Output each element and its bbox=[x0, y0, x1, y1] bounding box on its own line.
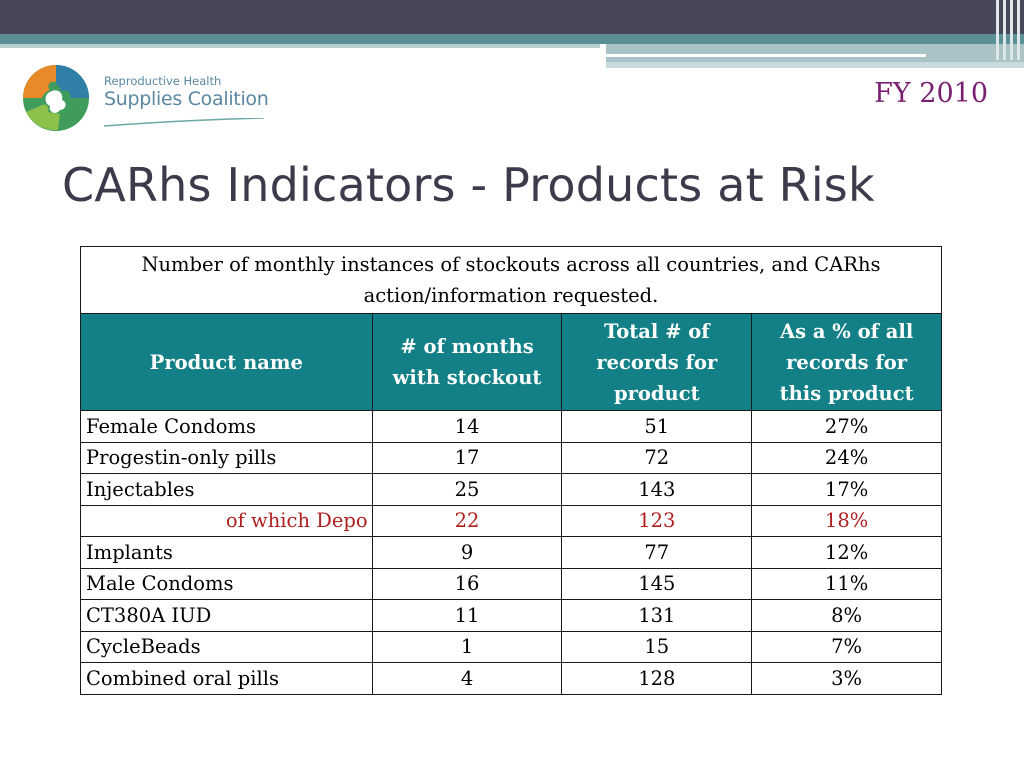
cell-months: 11 bbox=[372, 600, 562, 632]
logo-swoosh bbox=[104, 118, 264, 128]
table-row bbox=[81, 568, 942, 600]
col-header-months-l1: # of months bbox=[400, 335, 534, 358]
cell-percent: 27% bbox=[752, 411, 942, 443]
logo-text-line2: Supplies Coalition bbox=[104, 88, 269, 110]
table-row-subitem bbox=[81, 505, 942, 537]
cell-months: 1 bbox=[372, 631, 562, 663]
cell-months: 22 bbox=[372, 505, 562, 537]
col-header-months bbox=[372, 314, 562, 411]
cell-records: 15 bbox=[562, 631, 752, 663]
col-header-product bbox=[81, 314, 373, 411]
stockout-table bbox=[80, 246, 942, 695]
logo-text-line1: Reproductive Health bbox=[104, 74, 222, 88]
cell-records: 143 bbox=[562, 474, 752, 506]
col-header-percent-l2: records for bbox=[786, 350, 908, 374]
cell-records: 51 bbox=[562, 411, 752, 443]
cell-months: 25 bbox=[372, 474, 562, 506]
cell-product: Progestin-only pills bbox=[81, 442, 373, 474]
cell-months: 16 bbox=[372, 568, 562, 600]
table-caption-line2: action/information requested. bbox=[363, 284, 659, 307]
cell-percent: 12% bbox=[752, 537, 942, 569]
logo-wordmark bbox=[104, 74, 269, 110]
col-header-percent-l1: As a % of all bbox=[779, 319, 914, 343]
table-row bbox=[81, 537, 942, 569]
puzzle-globe-icon bbox=[20, 62, 92, 134]
cell-percent: 8% bbox=[752, 600, 942, 632]
cell-percent: 18% bbox=[752, 505, 942, 537]
cell-product: Male Condoms bbox=[81, 568, 373, 600]
table-row bbox=[81, 474, 942, 506]
cell-percent: 17% bbox=[752, 474, 942, 506]
cell-product: Injectables bbox=[81, 474, 373, 506]
col-header-percent bbox=[752, 314, 942, 411]
cell-months: 4 bbox=[372, 663, 562, 695]
table-caption bbox=[81, 247, 942, 314]
col-header-records-l2: records for bbox=[596, 350, 718, 374]
slide-title: CARhs Indicators - Products at Risk bbox=[62, 158, 875, 212]
cell-records: 145 bbox=[562, 568, 752, 600]
header-band-light-lower bbox=[606, 62, 1024, 68]
table-row bbox=[81, 663, 942, 695]
col-header-product-text: Product name bbox=[149, 350, 303, 374]
col-header-months-l2: with stockout bbox=[392, 366, 542, 389]
cell-months: 14 bbox=[372, 411, 562, 443]
col-header-percent-l3: this product bbox=[779, 381, 914, 405]
table-caption-row bbox=[81, 247, 942, 314]
table-row bbox=[81, 600, 942, 632]
cell-records: 77 bbox=[562, 537, 752, 569]
header-band-light bbox=[0, 44, 600, 48]
cell-records: 131 bbox=[562, 600, 752, 632]
header-band-light-right bbox=[606, 44, 1024, 62]
cell-records: 128 bbox=[562, 663, 752, 695]
cell-records: 72 bbox=[562, 442, 752, 474]
col-header-records-l1: Total # of bbox=[603, 319, 710, 343]
header-band-teal bbox=[0, 34, 1024, 44]
table-caption-line1: Number of monthly instances of stockouts across all countries, and CARhs bbox=[141, 253, 881, 276]
cell-product: CT380A IUD bbox=[81, 600, 373, 632]
header-band-divider bbox=[606, 54, 926, 57]
cell-records: 123 bbox=[562, 505, 752, 537]
cell-percent: 24% bbox=[752, 442, 942, 474]
header-band-dark bbox=[0, 0, 1024, 34]
rhsc-logo bbox=[20, 62, 270, 134]
fiscal-year-label: FY 2010 bbox=[874, 78, 988, 109]
cell-product: of which Depo bbox=[81, 505, 373, 537]
table-row bbox=[81, 631, 942, 663]
col-header-records bbox=[562, 314, 752, 411]
cell-percent: 11% bbox=[752, 568, 942, 600]
cell-product: CycleBeads bbox=[81, 631, 373, 663]
table-header-row bbox=[81, 314, 942, 411]
cell-percent: 7% bbox=[752, 631, 942, 663]
corner-stripes bbox=[994, 0, 1024, 60]
cell-product: Combined oral pills bbox=[81, 663, 373, 695]
table-row bbox=[81, 411, 942, 443]
cell-months: 17 bbox=[372, 442, 562, 474]
table-row bbox=[81, 442, 942, 474]
cell-months: 9 bbox=[372, 537, 562, 569]
col-header-records-l3: product bbox=[614, 381, 700, 405]
cell-product: Female Condoms bbox=[81, 411, 373, 443]
cell-percent: 3% bbox=[752, 663, 942, 695]
cell-product: Implants bbox=[81, 537, 373, 569]
